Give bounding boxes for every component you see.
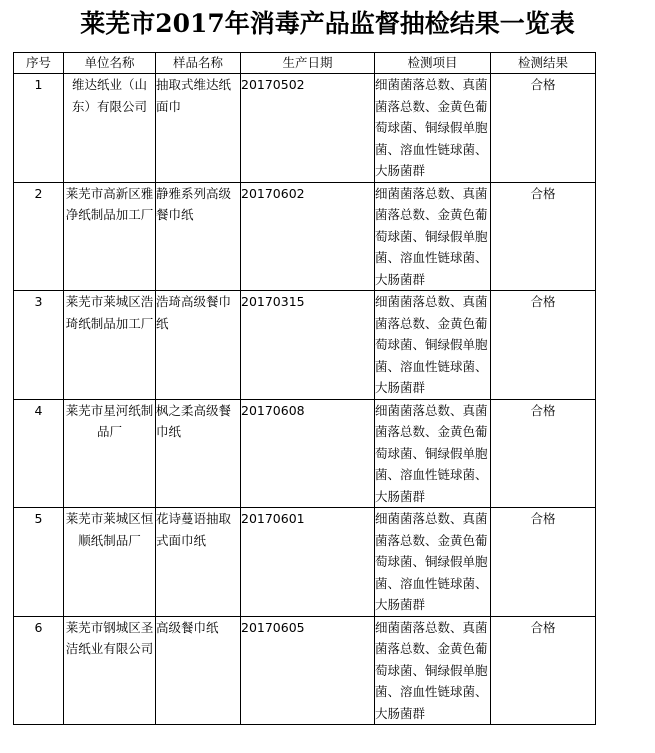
cell-date bbox=[241, 616, 375, 725]
cell-date-text: 20170608 bbox=[241, 402, 305, 418]
cell-items-text: 细菌菌落总数、真菌菌落总数、金黄色葡萄球菌、铜绿假单胞菌、溶血性链球菌、大肠菌群 bbox=[375, 619, 488, 721]
column-header-no: 序号 bbox=[14, 53, 64, 74]
cell-date-text: 20170605 bbox=[241, 619, 305, 635]
cell-items-text: 细菌菌落总数、真菌菌落总数、金黄色葡萄球菌、铜绿假单胞菌、溶血性链球菌、大肠菌群 bbox=[375, 185, 488, 287]
table-row bbox=[14, 74, 596, 183]
cell-result-text: 合格 bbox=[530, 77, 556, 92]
cell-date bbox=[241, 182, 375, 291]
cell-unit-text: 莱芜市钢城区圣洁纸业有限公司 bbox=[65, 619, 154, 656]
cell-items-text: 细菌菌落总数、真菌菌落总数、金黄色葡萄球菌、铜绿假单胞菌、溶血性链球菌、大肠菌群 bbox=[375, 294, 488, 395]
cell-no bbox=[14, 508, 64, 617]
cell-unit-text: 维达纸业（山东）有限公司 bbox=[71, 77, 147, 114]
cell-sample-text: 浩琦高级餐巾纸 bbox=[156, 294, 232, 331]
cell-items-text: 细菌菌落总数、真菌菌落总数、金黄色葡萄球菌、铜绿假单胞菌、溶血性链球菌、大肠菌群 bbox=[375, 402, 488, 504]
cell-result-text: 合格 bbox=[530, 511, 556, 526]
cell-date bbox=[241, 399, 375, 508]
results-table bbox=[13, 52, 596, 725]
column-header-sample: 样品名称 bbox=[156, 53, 241, 74]
cell-unit bbox=[64, 399, 156, 508]
cell-items bbox=[375, 182, 491, 291]
cell-result bbox=[491, 399, 596, 508]
cell-sample bbox=[156, 74, 241, 183]
cell-unit-text: 莱芜市星河纸制品厂 bbox=[65, 402, 154, 439]
cell-unit-text: 莱芜市莱城区恒顺纸制品厂 bbox=[65, 511, 154, 548]
cell-items-text: 细菌菌落总数、真菌菌落总数、金黄色葡萄球菌、铜绿假单胞菌、溶血性链球菌、大肠菌群 bbox=[375, 77, 488, 178]
table-header-row bbox=[14, 53, 596, 74]
cell-no bbox=[14, 74, 64, 183]
cell-result bbox=[491, 508, 596, 617]
cell-date bbox=[241, 508, 375, 617]
cell-unit bbox=[64, 616, 156, 725]
cell-result-text: 合格 bbox=[530, 402, 556, 418]
cell-result-text: 合格 bbox=[530, 619, 556, 635]
cell-date-text: 20170602 bbox=[241, 185, 305, 201]
cell-result-text: 合格 bbox=[530, 294, 556, 309]
cell-result bbox=[491, 616, 596, 725]
cell-sample-text: 枫之柔高级餐巾纸 bbox=[156, 402, 232, 439]
cell-sample bbox=[156, 182, 241, 291]
table-row bbox=[14, 182, 596, 291]
column-header-date: 生产日期 bbox=[241, 53, 375, 74]
cell-date-text: 20170315 bbox=[241, 294, 305, 309]
cell-date bbox=[241, 74, 375, 183]
cell-unit bbox=[64, 508, 156, 617]
cell-sample bbox=[156, 399, 241, 508]
cell-sample-text: 抽取式维达纸面巾 bbox=[156, 77, 232, 114]
cell-sample-text: 花诗蔓语抽取式面巾纸 bbox=[156, 511, 232, 548]
cell-unit-text: 莱芜市高新区雅净纸制品加工厂 bbox=[65, 185, 154, 222]
cell-unit bbox=[64, 291, 156, 400]
cell-items bbox=[375, 616, 491, 725]
cell-items bbox=[375, 291, 491, 400]
cell-sample-text: 静雅系列高级餐巾纸 bbox=[156, 185, 232, 222]
cell-unit bbox=[64, 182, 156, 291]
cell-no bbox=[14, 291, 64, 400]
cell-no bbox=[14, 399, 64, 508]
page-title: 莱芜市2017年消毒产品监督抽检结果一览表 bbox=[80, 9, 575, 38]
cell-date-text: 20170601 bbox=[241, 511, 305, 526]
table-row bbox=[14, 399, 596, 508]
cell-items bbox=[375, 508, 491, 617]
cell-items-text: 细菌菌落总数、真菌菌落总数、金黄色葡萄球菌、铜绿假单胞菌、溶血性链球菌、大肠菌群 bbox=[375, 511, 488, 612]
cell-result-text: 合格 bbox=[530, 185, 556, 201]
cell-result bbox=[491, 182, 596, 291]
column-header-result: 检测结果 bbox=[491, 53, 596, 74]
cell-date bbox=[241, 291, 375, 400]
cell-sample bbox=[156, 508, 241, 617]
cell-date-text: 20170502 bbox=[241, 77, 305, 92]
cell-no bbox=[14, 616, 64, 725]
table-row bbox=[14, 616, 596, 725]
cell-result bbox=[491, 74, 596, 183]
table-row bbox=[14, 508, 596, 617]
column-header-items: 检测项目 bbox=[375, 53, 491, 74]
cell-items bbox=[375, 74, 491, 183]
cell-unit-text: 莱芜市莱城区浩琦纸制品加工厂 bbox=[65, 294, 154, 331]
cell-no-text: 1 bbox=[34, 77, 43, 92]
cell-no bbox=[14, 182, 64, 291]
cell-no-text: 6 bbox=[34, 619, 43, 635]
cell-sample-text: 高级餐巾纸 bbox=[156, 619, 219, 635]
cell-no-text: 4 bbox=[34, 402, 43, 418]
cell-unit bbox=[64, 74, 156, 183]
table-row bbox=[14, 291, 596, 400]
cell-no-text: 5 bbox=[34, 511, 43, 526]
cell-result bbox=[491, 291, 596, 400]
cell-no-text: 2 bbox=[34, 185, 43, 201]
cell-sample bbox=[156, 291, 241, 400]
cell-sample bbox=[156, 616, 241, 725]
cell-no-text: 3 bbox=[34, 294, 43, 309]
column-header-unit: 单位名称 bbox=[64, 53, 156, 74]
cell-items bbox=[375, 399, 491, 508]
